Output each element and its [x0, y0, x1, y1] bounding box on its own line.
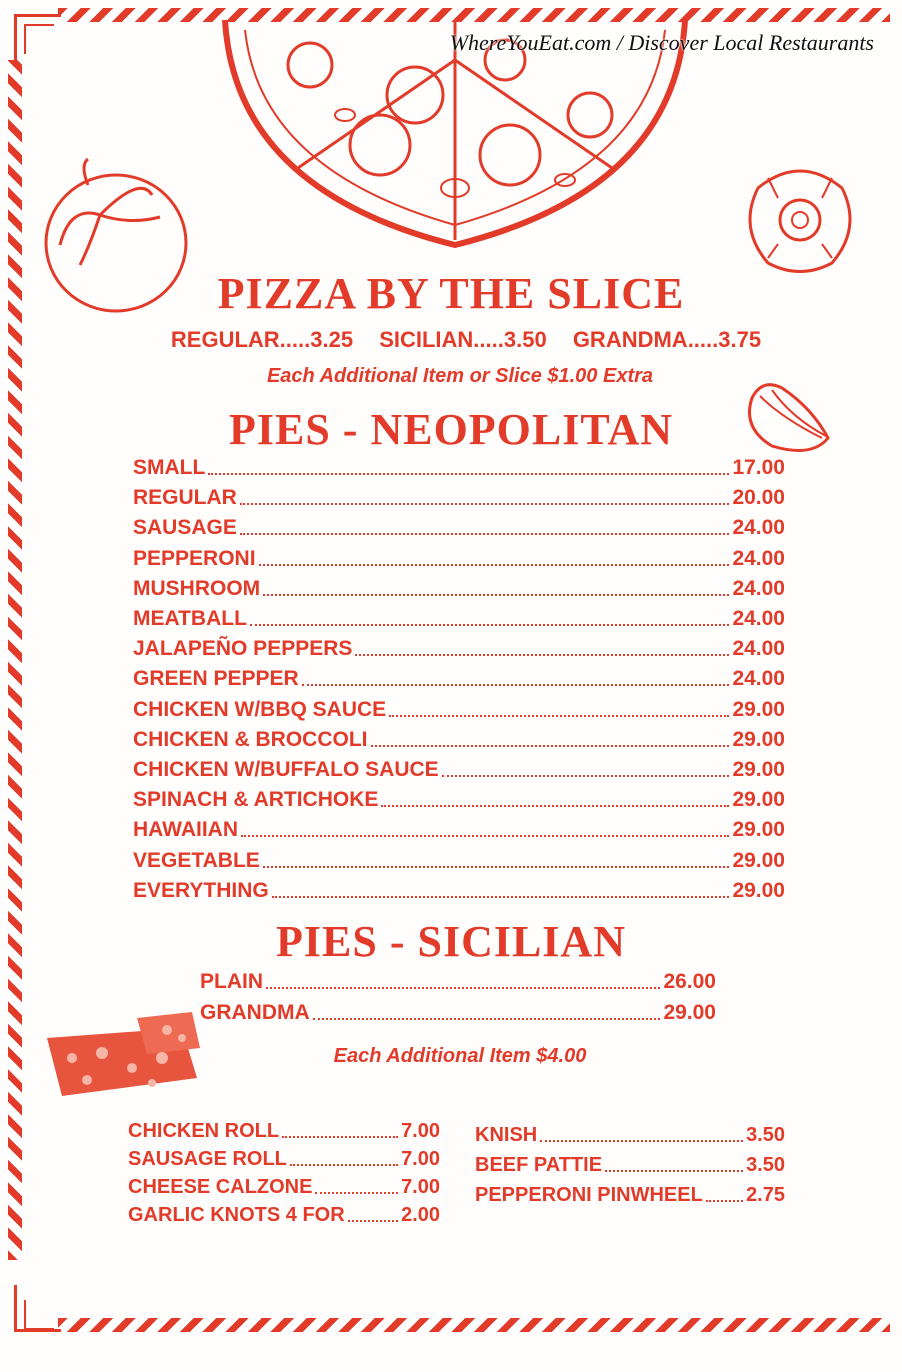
- leader-dots: [250, 624, 730, 626]
- menu-item: [475, 1154, 785, 1177]
- menu-item: [200, 1001, 716, 1025]
- neopolitan-title: PIES - NEOPOLITAN: [228, 405, 674, 454]
- menu-item: [133, 849, 785, 873]
- menu-item-price: 17.00: [732, 456, 785, 479]
- menu-item-price: 24.00: [732, 607, 785, 630]
- leader-dots: [313, 1018, 661, 1020]
- watermark-text: WhereYouEat.com / Discover Local Restaurants: [449, 30, 874, 55]
- menu-item-price: 7.00: [401, 1148, 440, 1170]
- menu-item-price: 29.00: [663, 1001, 716, 1024]
- menu-item: [133, 637, 785, 661]
- leader-dots: [241, 835, 729, 837]
- menu-item-name: EVERYTHING: [133, 878, 269, 902]
- menu-item-name: PEPPERONI PINWHEEL: [475, 1184, 703, 1206]
- menu-item: [133, 879, 785, 903]
- leader-dots: [348, 1220, 398, 1222]
- bell-pepper-icon: [738, 158, 862, 278]
- menu-item-price: 29.00: [732, 788, 785, 812]
- leader-dots: [540, 1140, 743, 1142]
- slice-title: PIZZA BY THE SLICE: [217, 269, 685, 318]
- menu-item-name: PLAIN: [200, 970, 263, 993]
- menu-item-name: SPINACH & ARTICHOKE: [133, 788, 379, 812]
- bottom-border-stripe: [58, 1318, 890, 1332]
- menu-item: [133, 456, 785, 480]
- leader-dots: [259, 564, 730, 566]
- menu-item-name: KNISH: [475, 1124, 538, 1146]
- menu-item: [133, 667, 785, 691]
- menu-item-price: 2.75: [746, 1184, 785, 1206]
- slice-prices: [0, 327, 902, 353]
- menu-item-name: BEEF PATTIE: [475, 1154, 603, 1176]
- leader-dots: [381, 805, 729, 807]
- menu-item: [133, 547, 785, 571]
- menu-item: [475, 1124, 785, 1147]
- leader-dots: [240, 503, 730, 505]
- leader-dots: [282, 1136, 398, 1138]
- slice-price-grandma: GRANDMA.....3.75: [572, 327, 762, 352]
- menu-item-price: 7.00: [401, 1176, 440, 1198]
- menu-item-name: GREEN PEPPER: [133, 667, 299, 691]
- menu-item: [133, 788, 785, 812]
- menu-item-price: 29.00: [732, 727, 785, 751]
- leader-dots: [442, 775, 730, 777]
- leader-dots: [706, 1200, 743, 1202]
- menu-item-price: 24.00: [732, 516, 785, 540]
- menu-item: [133, 486, 785, 510]
- menu-item-name: JALAPEÑO PEPPERS: [133, 637, 353, 661]
- leader-dots: [371, 745, 730, 747]
- menu-item-name: GARLIC KNOTS 4 FOR: [128, 1204, 345, 1226]
- menu-item-name: MEATBALL: [133, 607, 247, 630]
- leader-dots: [302, 684, 730, 686]
- menu-item-name: CHICKEN W/BBQ SAUCE: [133, 697, 387, 721]
- menu-item-name: HAWAIIAN: [133, 818, 238, 842]
- menu-item: [133, 577, 785, 601]
- menu-item-price: 3.50: [746, 1154, 785, 1176]
- menu-item-price: 24.00: [732, 667, 785, 691]
- leader-dots: [266, 987, 660, 989]
- leader-dots: [389, 715, 729, 717]
- menu-item: [133, 516, 785, 540]
- slice-price-sicilian: SICILIAN.....3.50: [379, 327, 547, 352]
- menu-item-price: 29.00: [732, 697, 785, 721]
- menu-item: [133, 818, 785, 842]
- menu-item-name: CHEESE CALZONE: [128, 1176, 313, 1198]
- menu-item-price: 24.00: [732, 637, 785, 661]
- menu-item-price: 2.00: [401, 1204, 440, 1226]
- menu-item: [128, 1204, 440, 1227]
- menu-item-price: 29.00: [732, 878, 785, 902]
- menu-item-name: CHICKEN W/BUFFALO SAUCE: [133, 758, 439, 781]
- left-border-stripe: [8, 60, 22, 1260]
- leader-dots: [605, 1170, 743, 1172]
- menu-item: [128, 1148, 440, 1171]
- corner-ornament-top-left-inner: [24, 24, 54, 54]
- sicilian-title: PIES - SICILIAN: [276, 917, 626, 966]
- menu-item-name: CHICKEN & BROCCOLI: [133, 727, 368, 751]
- menu-item-name: SAUSAGE: [133, 516, 237, 540]
- menu-item-name: CHICKEN ROLL: [128, 1120, 280, 1142]
- menu-item-price: 24.00: [732, 546, 785, 570]
- menu-item-name: MUSHROOM: [133, 576, 261, 600]
- sicilian-note: Each Additional Item $4.00: [333, 1045, 587, 1067]
- menu-item: [133, 607, 785, 631]
- leader-dots: [315, 1192, 398, 1194]
- menu-item: [133, 728, 785, 752]
- menu-item-price: 29.00: [732, 848, 785, 872]
- menu-item-price: 26.00: [663, 970, 716, 993]
- corner-ornament-bottom-left-inner: [24, 1300, 54, 1330]
- menu-item-price: 20.00: [732, 486, 785, 510]
- menu-item: [133, 758, 785, 782]
- menu-item-price: 7.00: [401, 1120, 440, 1142]
- leader-dots: [240, 533, 730, 535]
- menu-item-price: 24.00: [732, 576, 785, 600]
- slice-price-regular: REGULAR.....3.25: [170, 327, 354, 352]
- leader-dots: [263, 866, 730, 868]
- menu-item-name: SMALL: [133, 456, 206, 479]
- menu-item-price: 29.00: [732, 818, 785, 842]
- leader-dots: [355, 654, 729, 656]
- leader-dots: [290, 1164, 398, 1166]
- menu-item: [128, 1176, 440, 1199]
- menu-item: [133, 698, 785, 722]
- menu-item: [200, 970, 716, 994]
- menu-item-name: VEGETABLE: [133, 848, 260, 872]
- menu-item: [475, 1184, 785, 1207]
- menu-item-name: SAUSAGE ROLL: [128, 1148, 287, 1170]
- menu-item-name: REGULAR: [133, 486, 237, 510]
- leader-dots: [208, 473, 729, 475]
- menu-item-name: GRANDMA: [200, 1001, 310, 1024]
- menu-item: [128, 1120, 440, 1143]
- leader-dots: [272, 896, 730, 898]
- menu-item-price: 3.50: [746, 1124, 785, 1146]
- menu-item-price: 29.00: [732, 758, 785, 781]
- leader-dots: [263, 594, 729, 596]
- menu-item-name: PEPPERONI: [133, 546, 256, 570]
- slice-note: Each Additional Item or Slice $1.00 Extra: [266, 365, 654, 387]
